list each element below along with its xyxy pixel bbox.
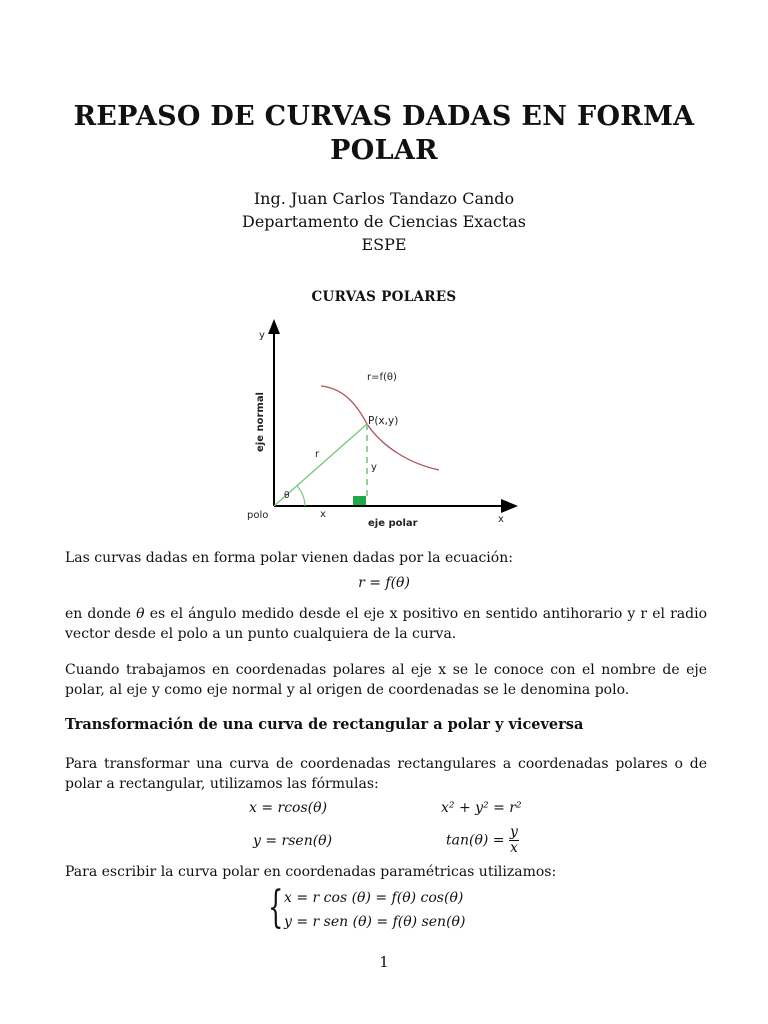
fraction	[509, 825, 519, 856]
pole-label: polo	[247, 510, 269, 521]
document-title	[0, 100, 768, 168]
left-brace-icon: {	[268, 882, 284, 933]
y-axis-arrow-icon	[268, 319, 280, 334]
y-segment-label: y	[371, 462, 377, 473]
angle-arc	[297, 486, 305, 506]
r-label: r	[315, 449, 320, 460]
polar-curve-figure	[243, 316, 525, 534]
formula-pythagoras: x² + y² = r²	[441, 800, 522, 816]
fraction-numerator: y	[509, 824, 518, 840]
paragraph-formulas-intro: Para transformar una curva de coordenadas rectangulares a coordenadas polares o de polar a rectangular, utilizamos las fórmulas:	[65, 756, 707, 792]
author-department: Departamento de Ciencias Exactas	[241, 212, 526, 231]
parametric-x: x = r cos (θ) = f(θ) cos(θ)	[284, 890, 464, 906]
formula-x-rcos: x = rcos(θ)	[249, 800, 328, 816]
formula-tan	[446, 825, 519, 856]
formula-tan-left: tan(θ) =	[446, 832, 505, 849]
normal-axis-label: eje normal	[255, 392, 266, 452]
author-institution: ESPE	[361, 235, 407, 254]
polar-curve	[321, 386, 439, 470]
paragraph-definition-rest: es el ángulo medido desde el eje x positivo en sentido antihorario y r el radio vector desde el polo a un punto cualquiera de la curva.	[65, 606, 708, 642]
paragraph-parametric-intro: Para escribir la curva polar en coordenadas paramétricas utilizamos:	[65, 864, 557, 880]
title-line-1: REPASO DE CURVAS DADAS EN FORMA	[73, 101, 695, 132]
equation-label: r=f(θ)	[367, 372, 397, 383]
author-name: Ing. Juan Carlos Tandazo Cando	[253, 189, 515, 208]
x-axis-label: x	[498, 514, 504, 525]
point-label: P(x,y)	[368, 415, 399, 427]
parametric-y: y = r sen (θ) = f(θ) sen(θ)	[284, 914, 466, 930]
theta-symbol: θ	[136, 606, 145, 622]
section-heading-transformation: Transformación de una curva de rectangular a polar y viceversa	[65, 716, 584, 733]
fraction-denominator: x	[509, 840, 518, 856]
formula-y-rsen: y = rsen(θ)	[253, 833, 333, 849]
main-equation: r = f(θ)	[358, 575, 410, 591]
x-axis-arrow-icon	[501, 499, 518, 513]
author-block	[0, 187, 768, 256]
y-axis-label: y	[259, 330, 265, 341]
paragraph-intro: Las curvas dadas en forma polar vienen dadas por la ecuación:	[65, 550, 513, 566]
polar-axis-label: eje polar	[368, 518, 418, 529]
right-angle-marker	[353, 496, 366, 505]
title-line-2: POLAR	[330, 135, 438, 166]
paragraph-definition-start: en donde	[65, 606, 137, 622]
section-title: CURVAS POLARES	[311, 289, 457, 305]
x-segment-label: x	[320, 509, 326, 520]
paragraph-definition	[65, 604, 707, 644]
theta-label: θ	[284, 491, 290, 501]
paragraph-axes: Cuando trabajamos en coordenadas polares al eje x se le conoce con el nombre de eje polar, al eje y como eje normal y al origen de coordenadas se le denomina polo.	[65, 662, 707, 698]
page-number: 1	[379, 953, 389, 971]
